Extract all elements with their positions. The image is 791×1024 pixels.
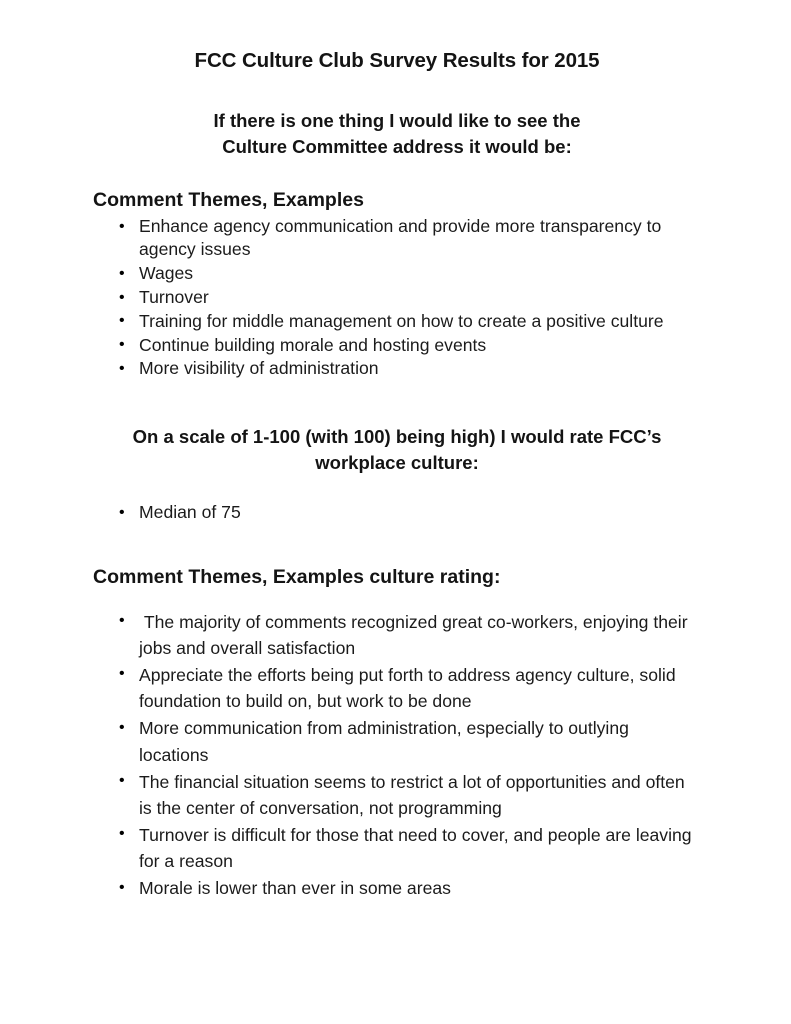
survey-question-2	[93, 424, 701, 475]
comment-themes-heading-2: Comment Themes, Examples culture rating:	[93, 565, 501, 588]
list-item-text: Wages	[139, 263, 194, 284]
spacer	[93, 475, 701, 501]
list-item-text: Training for middle management on how to create a positive culture	[139, 310, 664, 331]
culture-rating-list	[93, 501, 701, 524]
list-item	[93, 822, 701, 875]
list-item	[93, 875, 701, 901]
page-title: FCC Culture Club Survey Results for 2015	[194, 49, 600, 72]
list-item	[93, 715, 701, 768]
list-item-text: More communication from administration, especially to outlying locations	[139, 718, 634, 765]
list-item	[93, 609, 701, 662]
list-item	[93, 262, 701, 285]
spacer	[93, 159, 701, 188]
spacer	[93, 381, 701, 424]
list-item-text: Continue building morale and hosting events	[139, 334, 487, 355]
spacer	[93, 73, 701, 108]
spacer	[93, 525, 701, 565]
list-item-text: The majority of comments recognized great co-workers, enjoying their jobs and overall satisfaction	[139, 611, 693, 658]
survey-question-1-line-2: Culture Committee address it would be:	[222, 135, 572, 157]
comment-themes-list-2	[93, 609, 701, 902]
list-item-text: Turnover	[139, 287, 209, 307]
list-item	[93, 215, 701, 262]
comment-themes-heading-1: Comment Themes, Examples	[93, 189, 364, 211]
list-item	[93, 334, 701, 357]
list-item-text: More visibility of administration	[139, 358, 379, 379]
list-item	[93, 286, 701, 309]
comment-themes-list-1	[93, 215, 701, 381]
document-content	[93, 0, 701, 902]
list-item-text: Enhance agency communication and provide more transparency to agency issues	[139, 216, 667, 260]
list-item	[93, 357, 701, 380]
survey-question-2-line-1: On a scale of 1-100 (with 100) being high) I would rate FCC’s	[132, 426, 662, 448]
list-item	[93, 310, 701, 333]
list-item	[93, 662, 701, 715]
spacer	[93, 589, 701, 609]
list-item	[93, 501, 701, 524]
survey-question-1	[93, 108, 701, 159]
list-item-text: Morale is lower than ever in some areas	[139, 878, 451, 899]
list-item-text: Median of 75	[139, 502, 241, 523]
survey-question-1-line-1: If there is one thing I would like to see the	[213, 110, 581, 131]
list-item-text: Turnover is difficult for those that need to cover, and people are leaving for a reason	[139, 824, 697, 872]
list-item	[93, 769, 701, 822]
list-item-text: The financial situation seems to restrict a lot of opportunities and often is the center of conversation, not programming	[139, 771, 690, 818]
survey-question-2-line-2: workplace culture:	[315, 451, 479, 473]
list-item-text: Appreciate the efforts being put forth to address agency culture, solid foundation to build on, but work to be done	[139, 664, 681, 712]
